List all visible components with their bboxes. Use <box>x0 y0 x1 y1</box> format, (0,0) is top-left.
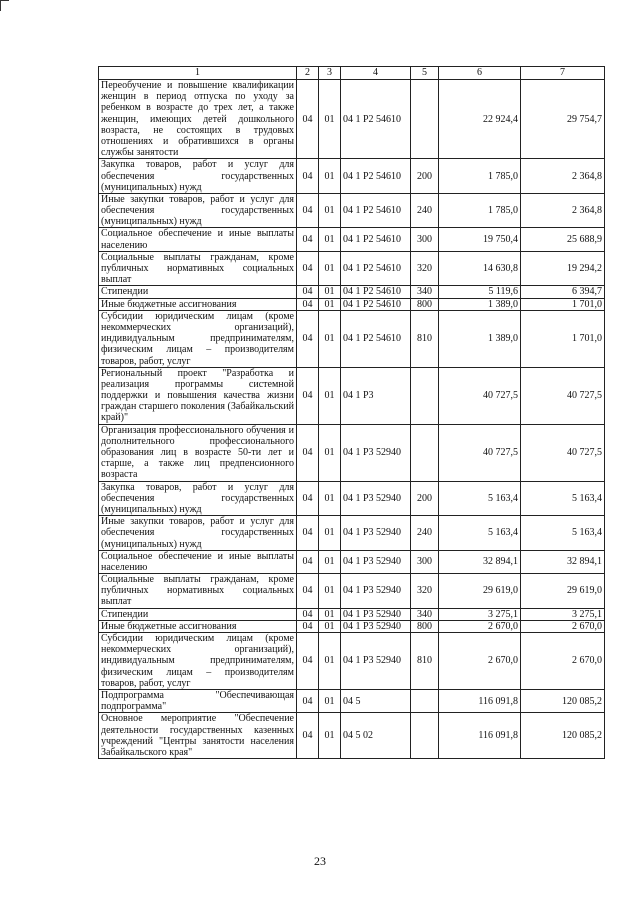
table-row <box>99 159 605 194</box>
target-article-cell: 04 5 <box>341 689 411 712</box>
target-article-cell: 04 1 Р3 52940 <box>341 620 411 632</box>
section-code-cell: 04 <box>297 367 319 424</box>
section-code-cell: 04 <box>297 550 319 573</box>
target-article-cell: 04 1 Р3 <box>341 367 411 424</box>
expense-type-cell: 340 <box>411 608 439 620</box>
amount-year-2-cell: 5 163,4 <box>521 481 605 516</box>
amount-year-2-cell: 1 701,0 <box>521 298 605 310</box>
amount-year-2-cell: 2 670,0 <box>521 620 605 632</box>
row-name-cell: Иные закупки товаров, работ и услуг для обеспечения государственных (муниципальных) нужд <box>99 516 297 551</box>
table-row <box>99 550 605 573</box>
header-col-5: 5 <box>411 67 439 80</box>
amount-year-2-cell: 2 364,8 <box>521 159 605 194</box>
subsection-code-cell: 01 <box>319 367 341 424</box>
target-article-cell: 04 1 Р2 54610 <box>341 80 411 159</box>
amount-year-1-cell: 1 389,0 <box>439 298 521 310</box>
subsection-code-cell: 01 <box>319 481 341 516</box>
table-row <box>99 80 605 159</box>
table-row <box>99 367 605 424</box>
expense-type-cell: 800 <box>411 298 439 310</box>
target-article-cell: 04 1 Р2 54610 <box>341 286 411 298</box>
row-name-cell: Иные закупки товаров, работ и услуг для обеспечения государственных (муниципальных) нужд <box>99 193 297 228</box>
row-name-cell: Иные бюджетные ассигнования <box>99 298 297 310</box>
section-code-cell: 04 <box>297 298 319 310</box>
target-article-cell: 04 1 Р3 52940 <box>341 481 411 516</box>
row-name-cell: Закупка товаров, работ и услуг для обеспечения государственных (муниципальных) нужд <box>99 159 297 194</box>
header-col-7: 7 <box>521 67 605 80</box>
amount-year-2-cell: 1 701,0 <box>521 310 605 367</box>
section-code-cell: 04 <box>297 608 319 620</box>
target-article-cell: 04 1 Р3 52940 <box>341 608 411 620</box>
section-code-cell: 04 <box>297 80 319 159</box>
table-row <box>99 251 605 286</box>
amount-year-1-cell: 116 091,8 <box>439 713 521 759</box>
header-row <box>99 67 605 80</box>
amount-year-1-cell: 40 727,5 <box>439 424 521 481</box>
expense-type-cell: 200 <box>411 481 439 516</box>
section-code-cell: 04 <box>297 481 319 516</box>
row-name-cell: Социальные выплаты гражданам, кроме публичных нормативных социальных выплат <box>99 574 297 609</box>
header-col-6: 6 <box>439 67 521 80</box>
subsection-code-cell: 01 <box>319 516 341 551</box>
row-name-cell: Региональный проект "Разработка и реализация программы системной поддержки и повышения качества жизни граждан старшего поколения (Забайкальский край)" <box>99 367 297 424</box>
header-col-3: 3 <box>319 67 341 80</box>
expense-type-cell: 810 <box>411 633 439 690</box>
target-article-cell: 04 1 Р2 54610 <box>341 310 411 367</box>
subsection-code-cell: 01 <box>319 159 341 194</box>
amount-year-1-cell: 5 119,6 <box>439 286 521 298</box>
subsection-code-cell: 01 <box>319 574 341 609</box>
expense-type-cell <box>411 689 439 712</box>
subsection-code-cell: 01 <box>319 620 341 632</box>
table-row <box>99 689 605 712</box>
amount-year-1-cell: 1 785,0 <box>439 193 521 228</box>
row-name-cell: Переобучение и повышение квалификации женщин в период отпуска по уходу за ребенком в возрасте до трех лет, а также женщин, имеющих детей дошкольного возраста, не состоящих в трудовых отношениях и обратившихся в органы службы занятости <box>99 80 297 159</box>
subsection-code-cell: 01 <box>319 286 341 298</box>
amount-year-1-cell: 32 894,1 <box>439 550 521 573</box>
amount-year-2-cell: 120 085,2 <box>521 689 605 712</box>
amount-year-2-cell: 40 727,5 <box>521 424 605 481</box>
row-name-cell: Субсидии юридическим лицам (кроме некоммерческих организаций), индивидуальным предпринимателям, физическим лицам – производителям товаров, работ, услуг <box>99 310 297 367</box>
table-row <box>99 193 605 228</box>
table-row <box>99 620 605 632</box>
amount-year-2-cell: 2 364,8 <box>521 193 605 228</box>
target-article-cell: 04 1 Р2 54610 <box>341 298 411 310</box>
amount-year-2-cell: 3 275,1 <box>521 608 605 620</box>
amount-year-1-cell: 1 389,0 <box>439 310 521 367</box>
table-row <box>99 228 605 251</box>
expense-type-cell <box>411 80 439 159</box>
row-name-cell: Организация профессионального обучения и дополнительного профессионального образования лиц в возрасте 50-ти лет и старше, а также лиц предпенсионного возраста <box>99 424 297 481</box>
amount-year-1-cell: 5 163,4 <box>439 516 521 551</box>
section-code-cell: 04 <box>297 689 319 712</box>
header-col-2: 2 <box>297 67 319 80</box>
amount-year-1-cell: 2 670,0 <box>439 633 521 690</box>
expense-type-cell: 340 <box>411 286 439 298</box>
scan-corner-mark <box>0 0 9 11</box>
target-article-cell: 04 1 Р3 52940 <box>341 424 411 481</box>
expense-type-cell <box>411 713 439 759</box>
amount-year-2-cell: 6 394,7 <box>521 286 605 298</box>
expense-type-cell: 240 <box>411 516 439 551</box>
subsection-code-cell: 01 <box>319 80 341 159</box>
section-code-cell: 04 <box>297 516 319 551</box>
amount-year-1-cell: 3 275,1 <box>439 608 521 620</box>
section-code-cell: 04 <box>297 286 319 298</box>
section-code-cell: 04 <box>297 424 319 481</box>
expense-type-cell: 300 <box>411 550 439 573</box>
header-col-4: 4 <box>341 67 411 80</box>
amount-year-2-cell: 2 670,0 <box>521 633 605 690</box>
table-row <box>99 310 605 367</box>
subsection-code-cell: 01 <box>319 689 341 712</box>
subsection-code-cell: 01 <box>319 298 341 310</box>
amount-year-1-cell: 1 785,0 <box>439 159 521 194</box>
target-article-cell: 04 1 Р3 52940 <box>341 516 411 551</box>
target-article-cell: 04 1 Р2 54610 <box>341 251 411 286</box>
page-number: 23 <box>314 854 326 868</box>
amount-year-1-cell: 19 750,4 <box>439 228 521 251</box>
amount-year-2-cell: 120 085,2 <box>521 713 605 759</box>
amount-year-2-cell: 40 727,5 <box>521 367 605 424</box>
section-code-cell: 04 <box>297 193 319 228</box>
subsection-code-cell: 01 <box>319 251 341 286</box>
expense-type-cell: 200 <box>411 159 439 194</box>
table-row <box>99 516 605 551</box>
table-row <box>99 633 605 690</box>
section-code-cell: 04 <box>297 228 319 251</box>
table-row <box>99 481 605 516</box>
target-article-cell: 04 5 02 <box>341 713 411 759</box>
subsection-code-cell: 01 <box>319 713 341 759</box>
row-name-cell: Социальные выплаты гражданам, кроме публичных нормативных социальных выплат <box>99 251 297 286</box>
target-article-cell: 04 1 Р3 52940 <box>341 574 411 609</box>
row-name-cell: Стипендии <box>99 608 297 620</box>
row-name-cell: Закупка товаров, работ и услуг для обеспечения государственных (муниципальных) нужд <box>99 481 297 516</box>
amount-year-1-cell: 22 924,4 <box>439 80 521 159</box>
row-name-cell: Социальное обеспечение и иные выплаты населению <box>99 550 297 573</box>
target-article-cell: 04 1 Р3 52940 <box>341 633 411 690</box>
section-code-cell: 04 <box>297 620 319 632</box>
amount-year-1-cell: 40 727,5 <box>439 367 521 424</box>
row-name-cell: Основное мероприятие "Обеспечение деятельности государственных казенных учреждений "Центры занятости населения Забайкальского края" <box>99 713 297 759</box>
target-article-cell: 04 1 Р2 54610 <box>341 159 411 194</box>
section-code-cell: 04 <box>297 310 319 367</box>
expense-type-cell <box>411 367 439 424</box>
subsection-code-cell: 01 <box>319 193 341 228</box>
amount-year-1-cell: 5 163,4 <box>439 481 521 516</box>
row-name-cell: Социальное обеспечение и иные выплаты населению <box>99 228 297 251</box>
target-article-cell: 04 1 Р2 54610 <box>341 193 411 228</box>
budget-table <box>98 66 605 759</box>
amount-year-1-cell: 14 630,8 <box>439 251 521 286</box>
table-row <box>99 713 605 759</box>
amount-year-2-cell: 5 163,4 <box>521 516 605 551</box>
expense-type-cell: 320 <box>411 251 439 286</box>
subsection-code-cell: 01 <box>319 310 341 367</box>
expense-type-cell: 320 <box>411 574 439 609</box>
amount-year-1-cell: 29 619,0 <box>439 574 521 609</box>
table-row <box>99 286 605 298</box>
header-col-1: 1 <box>99 67 297 80</box>
row-name-cell: Иные бюджетные ассигнования <box>99 620 297 632</box>
row-name-cell: Субсидии юридическим лицам (кроме некоммерческих организаций), индивидуальным предпринимателям, физическим лицам – производителям товаров, работ, услуг <box>99 633 297 690</box>
target-article-cell: 04 1 Р2 54610 <box>341 228 411 251</box>
row-name-cell: Подпрограмма "Обеспечивающая подпрограмма" <box>99 689 297 712</box>
table-body <box>99 80 605 759</box>
section-code-cell: 04 <box>297 159 319 194</box>
subsection-code-cell: 01 <box>319 608 341 620</box>
table-row <box>99 298 605 310</box>
subsection-code-cell: 01 <box>319 633 341 690</box>
section-code-cell: 04 <box>297 574 319 609</box>
subsection-code-cell: 01 <box>319 424 341 481</box>
table-row <box>99 424 605 481</box>
expense-type-cell: 240 <box>411 193 439 228</box>
expense-type-cell: 300 <box>411 228 439 251</box>
amount-year-2-cell: 29 754,7 <box>521 80 605 159</box>
amount-year-2-cell: 29 619,0 <box>521 574 605 609</box>
table-row <box>99 608 605 620</box>
subsection-code-cell: 01 <box>319 550 341 573</box>
subsection-code-cell: 01 <box>319 228 341 251</box>
amount-year-2-cell: 32 894,1 <box>521 550 605 573</box>
amount-year-1-cell: 116 091,8 <box>439 689 521 712</box>
amount-year-2-cell: 25 688,9 <box>521 228 605 251</box>
expense-type-cell <box>411 424 439 481</box>
amount-year-1-cell: 2 670,0 <box>439 620 521 632</box>
expense-type-cell: 810 <box>411 310 439 367</box>
section-code-cell: 04 <box>297 633 319 690</box>
section-code-cell: 04 <box>297 713 319 759</box>
target-article-cell: 04 1 Р3 52940 <box>341 550 411 573</box>
section-code-cell: 04 <box>297 251 319 286</box>
table-row <box>99 574 605 609</box>
amount-year-2-cell: 19 294,2 <box>521 251 605 286</box>
expense-type-cell: 800 <box>411 620 439 632</box>
row-name-cell: Стипендии <box>99 286 297 298</box>
